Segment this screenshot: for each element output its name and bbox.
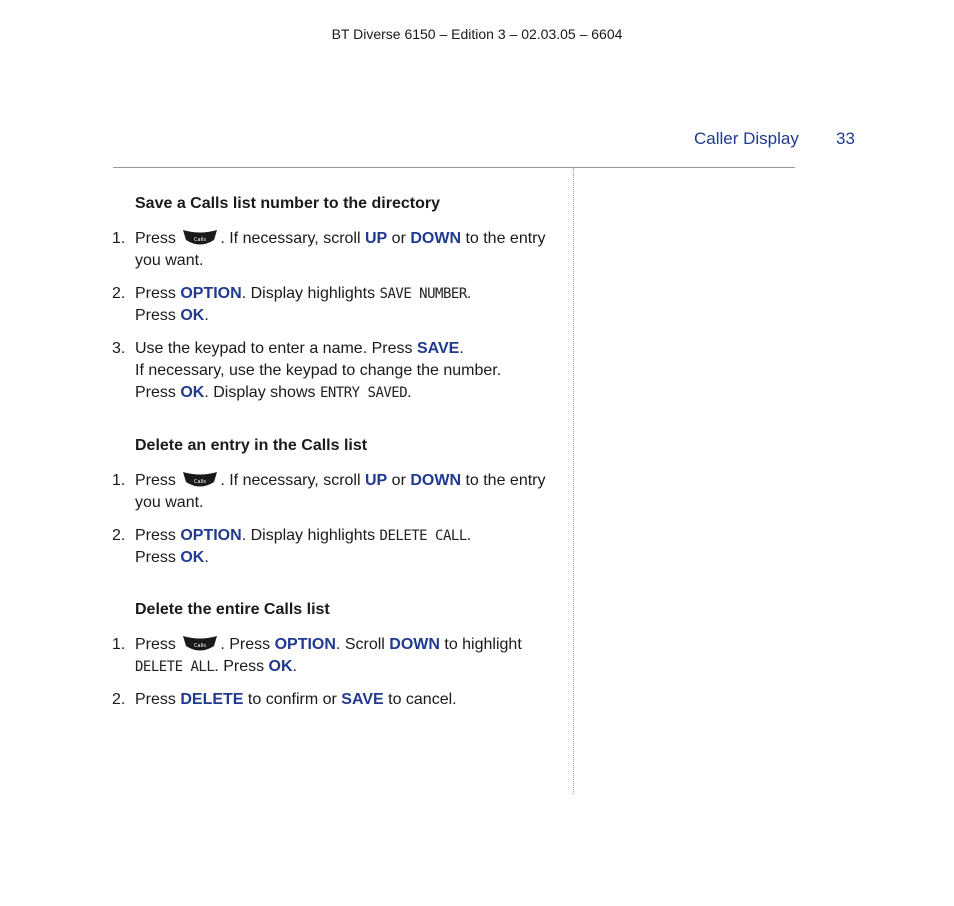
step-text: Press — [135, 472, 181, 489]
step-number: 2. — [112, 691, 126, 708]
step-text: Press — [135, 691, 181, 708]
page-number: 33 — [836, 129, 855, 148]
calls-key-label: Calls — [194, 237, 207, 243]
key-option: OPTION — [274, 636, 336, 653]
section-heading-delete-all: Delete the entire Calls list — [135, 601, 330, 618]
step-number: 1. — [112, 636, 126, 653]
key-ok: OK — [180, 384, 205, 401]
calls-key-icon — [182, 228, 218, 246]
step-text: . Press — [214, 658, 269, 675]
calls-key-label: Calls — [194, 479, 207, 485]
step-text: . Display highlights — [241, 285, 380, 302]
step-text: . If necessary, scroll — [220, 230, 365, 247]
step-number: 2. — [112, 527, 126, 544]
step-text: . — [459, 340, 464, 357]
save-step-3 — [112, 338, 552, 404]
delete-entry-step-2 — [112, 525, 552, 569]
step-text: Press — [135, 636, 181, 653]
key-ok: OK — [180, 549, 205, 566]
key-up: UP — [364, 472, 388, 489]
step-text: to the entry you want. — [135, 472, 546, 511]
key-ok: OK — [268, 658, 293, 675]
edition-header: BT Diverse 6150 – Edition 3 – 02.03.05 – 6604 — [331, 26, 623, 42]
key-option: OPTION — [180, 527, 242, 544]
display-text: ENTRY SAVED — [319, 385, 408, 401]
section-heading-delete-entry: Delete an entry in the Calls list — [135, 437, 368, 454]
key-up: UP — [364, 230, 388, 247]
step-text: . — [466, 285, 472, 302]
step-text: Use the keypad to enter a name. Press — [135, 340, 417, 357]
save-step-1 — [112, 228, 552, 272]
key-option: OPTION — [180, 285, 242, 302]
step-text: Press — [135, 549, 181, 566]
step-number: 3. — [112, 340, 126, 357]
key-delete: DELETE — [180, 691, 244, 708]
display-text: DELETE CALL — [379, 528, 467, 544]
key-down: DOWN — [389, 636, 440, 653]
step-text: . — [466, 527, 472, 544]
display-text: SAVE NUMBER — [379, 286, 467, 302]
calls-key-label: Calls — [194, 643, 207, 649]
calls-key-icon — [182, 470, 218, 488]
header-rule — [113, 167, 795, 168]
step-text: to highlight — [439, 636, 522, 653]
column-divider — [573, 168, 574, 794]
key-down: DOWN — [410, 230, 461, 247]
step-number: 1. — [112, 230, 126, 247]
step-text: . Display highlights — [241, 527, 380, 544]
step-text: . Display shows — [204, 384, 320, 401]
save-step-2 — [112, 283, 552, 327]
step-text: . — [204, 549, 209, 566]
key-save: SAVE — [416, 340, 460, 357]
step-text: to cancel. — [383, 691, 457, 708]
step-text: . If necessary, scroll — [220, 472, 365, 489]
section-title: Caller Display — [694, 129, 799, 148]
step-text: Press — [135, 230, 181, 247]
key-ok: OK — [180, 307, 205, 324]
key-down: DOWN — [410, 472, 461, 489]
step-text: . — [292, 658, 297, 675]
display-text: DELETE ALL — [135, 659, 215, 675]
step-text: . Press — [220, 636, 275, 653]
step-number: 2. — [112, 285, 126, 302]
step-text: . Scroll — [335, 636, 390, 653]
calls-key-icon — [182, 634, 218, 652]
delete-all-step-1 — [112, 634, 552, 678]
delete-entry-step-1 — [112, 470, 552, 514]
section-heading-save: Save a Calls list number to the directory — [135, 195, 440, 212]
step-text: Press — [135, 307, 181, 324]
step-text: to the entry you want. — [135, 230, 546, 269]
key-save: SAVE — [341, 691, 384, 708]
step-number: 1. — [112, 472, 126, 489]
step-text: or — [387, 230, 411, 247]
step-text: Press — [135, 384, 181, 401]
step-text: to confirm or — [243, 691, 342, 708]
step-text: Press — [135, 285, 181, 302]
step-text: Press — [135, 527, 181, 544]
step-text: or — [387, 472, 411, 489]
step-text: If necessary, use the keypad to change the number. — [135, 362, 502, 379]
step-text: . — [204, 307, 209, 324]
step-text: . — [407, 384, 412, 401]
delete-all-step-2 — [112, 689, 552, 711]
